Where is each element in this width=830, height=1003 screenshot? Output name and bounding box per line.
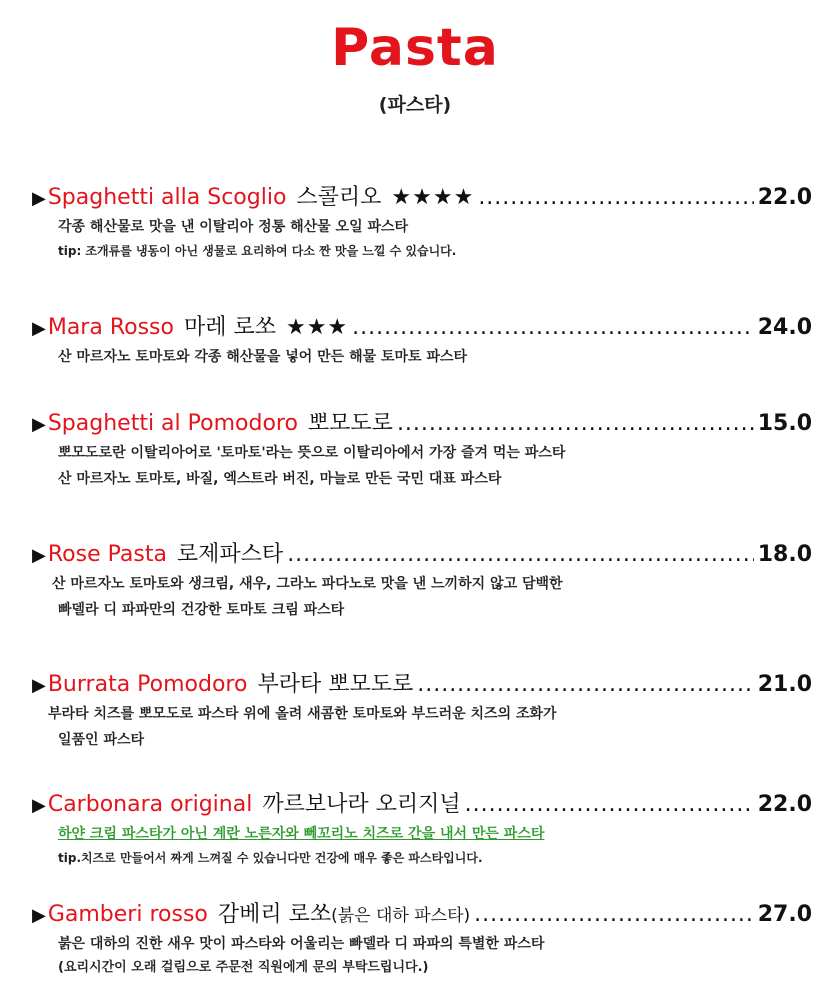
dot-leader: [465, 790, 754, 820]
menu-item: [32, 183, 812, 262]
dish-name-ko: 로제파스타: [176, 542, 284, 567]
dot-leader: [352, 313, 754, 343]
dish-name-en: Burrata Pomodoro: [47, 672, 248, 697]
bullet-triangle-icon: ▶: [32, 905, 46, 926]
menu-item: [32, 313, 812, 370]
page-subtitle: (파스타): [378, 94, 452, 116]
dish-name-ko: 감베리 로쏘: [217, 902, 332, 927]
menu-item: [32, 409, 812, 492]
menu-item: [32, 900, 812, 979]
dish-description: 빠델라 디 파파만의 건강한 토마토 크림 파스타: [58, 602, 345, 618]
menu-item: [32, 790, 812, 869]
dot-leader: [397, 409, 754, 439]
dish-description: 산 마르자노 토마토와 생크림, 새우, 그라노 파다노로 맛을 낸 느끼하지 않고 담백한: [52, 576, 563, 592]
page-title: Pasta: [331, 18, 499, 78]
dish-name-ko: 까르보나라 오리지널: [262, 792, 461, 817]
bullet-triangle-icon: ▶: [32, 675, 46, 696]
dish-price: 27.0: [757, 902, 812, 927]
dish-name-ko: 뽀모도로: [307, 411, 393, 436]
bullet-triangle-icon: ▶: [32, 188, 46, 209]
dish-description: 산 마르자노 토마토, 바질, 엑스트라 버진, 마늘로 만든 국민 대표 파스타: [58, 471, 502, 487]
dish-price: 21.0: [757, 672, 812, 697]
dish-description: 산 마르자노 토마토와 각종 해산물을 넣어 만든 해물 토마토 파스타: [58, 349, 468, 365]
dish-tip: (요리시간이 오래 걸림으로 주문전 직원에게 문의 부탁드립니다.): [58, 960, 429, 975]
dish-stars: ★★★: [285, 315, 349, 340]
dish-name-en: Spaghetti alla Scoglio: [47, 185, 287, 210]
dish-name-en: Mara Rosso: [47, 315, 174, 340]
dish-tip: tip.치즈로 만들어서 짜게 느껴질 수 있습니다만 건강에 매우 좋은 파스타입니다.: [58, 851, 483, 865]
dish-price: 24.0: [757, 315, 812, 340]
dish-description: 붉은 대하의 진한 새우 맛이 파스타와 어울리는 빠델라 디 파파의 특별한 파스타: [58, 936, 545, 952]
menu-item: [32, 540, 812, 623]
dish-tip: tip: 조개류를 냉동이 아닌 생물로 요리하여 다소 짠 맛을 느낄 수 있습니다.: [58, 244, 457, 258]
dish-name-ko: 스콜리오: [296, 185, 382, 210]
dot-leader: [417, 670, 754, 700]
dish-price: 15.0: [757, 411, 812, 436]
dot-leader: [287, 540, 754, 570]
dish-price: 18.0: [757, 542, 812, 567]
bullet-triangle-icon: ▶: [32, 318, 46, 339]
menu-item: [32, 670, 812, 753]
dish-name-en: Spaghetti al Pomodoro: [47, 411, 298, 436]
dish-name-ko: 부라타 뽀모도로: [257, 672, 414, 697]
bullet-triangle-icon: ▶: [32, 545, 46, 566]
dish-description: 일품인 파스타: [58, 732, 145, 748]
dish-name-en: Rose Pasta: [47, 542, 167, 567]
dish-price: 22.0: [757, 792, 812, 817]
dish-price: 22.0: [757, 185, 812, 210]
dish-name-ko: 마레 로쏘: [183, 315, 276, 340]
dish-description: 뽀모도로란 이탈리아어로 '토마토'라는 뜻으로 이탈리아에서 가장 즐겨 먹는 파스타: [58, 445, 566, 461]
dish-description: 각종 해산물로 맛을 낸 이탈리아 정통 해산물 오일 파스타: [58, 219, 409, 235]
dish-description-highlight: 하얀 크림 파스타가 아닌 계란 노른자와 뻬꼬리노 치즈로 간을 내서 만든 파스타: [58, 826, 545, 842]
dish-description: 부라타 치즈를 뽀모도로 파스타 위에 올려 새콤한 토마토와 부드러운 치즈의 조화가: [48, 706, 557, 722]
bullet-triangle-icon: ▶: [32, 795, 46, 816]
dish-name-en: Carbonara original: [47, 792, 253, 817]
dish-name-suffix: (붉은 대하 파스타): [331, 906, 471, 926]
dot-leader: [478, 183, 753, 213]
dot-leader: [474, 900, 754, 930]
bullet-triangle-icon: ▶: [32, 414, 46, 435]
dish-stars: ★★★★: [391, 185, 475, 210]
dish-name-en: Gamberi rosso: [47, 902, 208, 927]
